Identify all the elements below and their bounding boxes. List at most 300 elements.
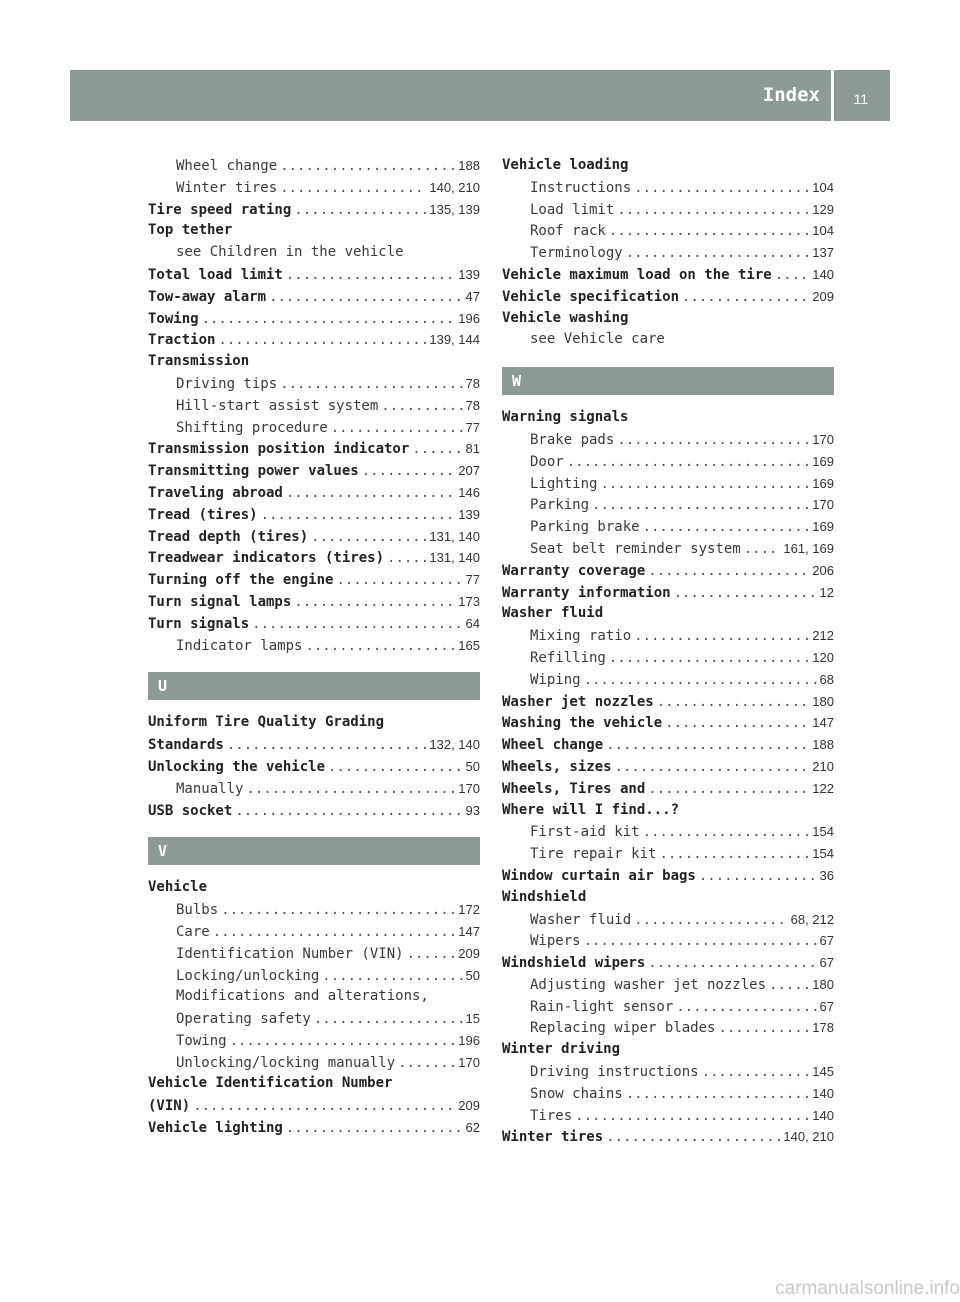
entry-label: Washer fluid bbox=[530, 911, 632, 928]
index-entry bbox=[148, 591, 480, 613]
entry-label: Transmitting power values bbox=[148, 463, 359, 480]
entry-pages: 50 bbox=[465, 758, 480, 774]
dot-leader bbox=[314, 1009, 463, 1031]
entry-label: Replacing wiper blades bbox=[530, 1020, 716, 1037]
watermark: carmanualsonline.info bbox=[775, 1278, 960, 1299]
entry-pages: 207 bbox=[458, 463, 480, 479]
entry-label: First-aid kit bbox=[530, 824, 640, 841]
entry-label: Tow-away alarm bbox=[148, 288, 267, 305]
entry-pages: 140 bbox=[812, 1107, 834, 1123]
entry-pages: 170 bbox=[458, 1054, 480, 1070]
dot-leader bbox=[193, 1096, 455, 1118]
entry-label: Tire speed rating bbox=[148, 201, 292, 218]
dot-leader bbox=[617, 200, 809, 222]
index-entry bbox=[148, 877, 480, 899]
index-subentry bbox=[502, 1105, 834, 1127]
entry-pages: 170 bbox=[812, 431, 834, 447]
entry-pages: 196 bbox=[458, 310, 480, 326]
dot-leader bbox=[609, 648, 809, 670]
index-entry bbox=[502, 155, 834, 177]
dot-leader bbox=[648, 561, 809, 583]
index-entry bbox=[148, 264, 480, 286]
dot-leader bbox=[567, 452, 810, 474]
dot-leader bbox=[280, 374, 462, 396]
index-entry bbox=[502, 800, 834, 822]
entry-pages: 196 bbox=[458, 1032, 480, 1048]
index-subentry bbox=[502, 974, 834, 996]
entry-pages: 78 bbox=[465, 375, 480, 391]
dot-leader bbox=[659, 844, 809, 866]
entry-label: see Children in the vehicle bbox=[176, 244, 404, 261]
entry-label: Indicator lamps bbox=[176, 637, 303, 654]
index-subentry bbox=[502, 909, 834, 931]
entry-pages: 210 bbox=[812, 758, 834, 774]
entry-pages: 172 bbox=[458, 902, 480, 918]
entry-pages: 140 bbox=[812, 266, 834, 282]
dot-leader bbox=[676, 997, 816, 1019]
dot-leader bbox=[674, 583, 817, 605]
entry-pages: 209 bbox=[458, 945, 480, 961]
index-entry bbox=[502, 1126, 834, 1148]
dot-leader bbox=[606, 1127, 780, 1149]
entry-label: Vehicle specification bbox=[502, 288, 680, 305]
index-subentry bbox=[148, 965, 480, 987]
entry-pages: 131, 140 bbox=[429, 550, 480, 566]
dot-leader bbox=[213, 922, 456, 944]
entry-label: Treadwear indicators (tires) bbox=[148, 550, 385, 567]
entry-pages: 64 bbox=[465, 615, 480, 631]
index-subentry bbox=[502, 220, 834, 242]
entry-pages: 145 bbox=[812, 1064, 834, 1080]
entry-label: Vehicle washing bbox=[502, 309, 629, 326]
dot-leader bbox=[702, 1062, 810, 1084]
entry-label: Traveling abroad bbox=[148, 484, 283, 501]
index-subentry bbox=[148, 1052, 480, 1074]
index-entry bbox=[148, 220, 480, 242]
index-subentry bbox=[148, 417, 480, 439]
dot-leader bbox=[592, 495, 809, 517]
entry-label: Turn signal lamps bbox=[148, 593, 292, 610]
entry-pages: 209 bbox=[458, 1098, 480, 1114]
entry-pages: 169 bbox=[812, 453, 834, 469]
index-entry bbox=[148, 438, 480, 460]
entry-label: Warranty information bbox=[502, 584, 671, 601]
entry-label: Washing the vehicle bbox=[502, 715, 663, 732]
dot-leader bbox=[381, 396, 462, 418]
index-subentry bbox=[502, 494, 834, 516]
entry-pages: 129 bbox=[812, 201, 834, 217]
index-subentry bbox=[148, 778, 480, 800]
dot-leader bbox=[682, 287, 809, 309]
entry-pages: 188 bbox=[812, 737, 834, 753]
entry-label: Vehicle loading bbox=[502, 157, 629, 173]
index-subentry bbox=[148, 177, 480, 199]
entry-label: Winter tires bbox=[502, 1129, 604, 1146]
dot-leader bbox=[575, 1106, 809, 1128]
dot-leader bbox=[230, 1031, 456, 1053]
entry-label: Top tether bbox=[148, 222, 233, 239]
index-entry bbox=[148, 286, 480, 308]
dot-leader bbox=[294, 592, 455, 614]
entry-pages: 67 bbox=[819, 998, 834, 1014]
entry-label: Driving instructions bbox=[530, 1064, 699, 1081]
index-entry bbox=[502, 865, 834, 887]
entry-pages: 77 bbox=[465, 419, 480, 435]
dot-leader bbox=[322, 966, 462, 988]
index-subentry bbox=[502, 538, 834, 560]
dot-leader bbox=[600, 474, 809, 496]
index-subentry bbox=[502, 242, 834, 264]
index-subentry bbox=[502, 516, 834, 538]
index-subentry bbox=[502, 1017, 834, 1039]
entry-label: Towing bbox=[176, 1032, 227, 1049]
index-subentry bbox=[148, 899, 480, 921]
index-subentry bbox=[502, 625, 834, 647]
entry-label: Unlocking the vehicle bbox=[148, 758, 326, 775]
entry-pages: 68 bbox=[819, 671, 834, 687]
entry-pages: 173 bbox=[458, 593, 480, 609]
entry-pages: 140 bbox=[812, 1085, 834, 1101]
entry-label: Operating safety bbox=[176, 1011, 311, 1028]
index-entry bbox=[502, 756, 834, 778]
entry-pages: 81 bbox=[465, 441, 480, 457]
index-entry bbox=[502, 603, 834, 625]
entry-pages: 206 bbox=[812, 562, 834, 578]
entry-pages: 169 bbox=[812, 475, 834, 491]
entry-label: Bulbs bbox=[176, 902, 219, 919]
entry-label: Washer fluid bbox=[502, 605, 604, 622]
index-subentry bbox=[502, 451, 834, 473]
entry-pages: 131, 140 bbox=[429, 528, 480, 544]
index-subentry bbox=[502, 821, 834, 843]
dot-leader bbox=[617, 430, 809, 452]
dot-leader bbox=[665, 713, 809, 735]
entry-pages: 188 bbox=[458, 158, 480, 173]
entry-label: Wheels, sizes bbox=[502, 758, 612, 775]
index-column-right bbox=[502, 155, 834, 1148]
entry-label: Tires bbox=[530, 1107, 573, 1124]
entry-pages: 165 bbox=[458, 637, 480, 653]
dot-leader bbox=[305, 636, 455, 658]
entry-label: Vehicle Identification Number bbox=[148, 1075, 393, 1092]
index-subentry bbox=[148, 373, 480, 395]
entry-label: Seat belt reminder system bbox=[530, 540, 741, 557]
index-entry bbox=[148, 569, 480, 591]
dot-leader bbox=[657, 692, 810, 714]
entry-label: Winter tires bbox=[176, 179, 278, 196]
dot-leader bbox=[648, 953, 816, 975]
dot-leader bbox=[328, 757, 463, 779]
dot-leader bbox=[584, 931, 817, 953]
entry-pages: 180 bbox=[812, 976, 834, 992]
index-entry bbox=[502, 1039, 834, 1061]
index-subentry bbox=[502, 843, 834, 865]
dot-leader bbox=[235, 801, 462, 823]
entry-pages: 93 bbox=[465, 802, 480, 818]
entry-label: Towing bbox=[148, 310, 199, 327]
entry-pages: 146 bbox=[458, 484, 480, 500]
dot-leader bbox=[286, 483, 455, 505]
entry-pages: 139, 144 bbox=[429, 332, 480, 348]
index-subentry bbox=[502, 199, 834, 221]
index-entry bbox=[502, 308, 834, 330]
index-subentry bbox=[148, 242, 480, 264]
entry-label: Traction bbox=[148, 332, 216, 349]
index-entry bbox=[502, 560, 834, 582]
index-entry bbox=[502, 734, 834, 756]
entry-label: Windshield bbox=[502, 888, 587, 905]
entry-label: Parking bbox=[530, 497, 590, 514]
entry-pages: 78 bbox=[465, 397, 480, 413]
index-entry bbox=[148, 547, 480, 569]
index-subentry bbox=[502, 1083, 834, 1105]
entry-label: Warranty coverage bbox=[502, 562, 646, 579]
entry-pages: 140, 210 bbox=[429, 179, 480, 195]
index-entry bbox=[148, 482, 480, 504]
index-subentry bbox=[502, 930, 834, 952]
dot-leader bbox=[718, 1018, 809, 1040]
dot-leader bbox=[362, 461, 456, 483]
entry-label: Standards bbox=[148, 737, 224, 754]
entry-label: Care bbox=[176, 923, 210, 940]
entry-label: Door bbox=[530, 453, 564, 470]
entry-pages: 104 bbox=[812, 223, 834, 239]
index-subentry bbox=[148, 943, 480, 965]
entry-label: Modifications and alterations, bbox=[176, 988, 429, 1005]
entry-label: Total load limit bbox=[148, 266, 283, 283]
entry-pages: 178 bbox=[812, 1020, 834, 1036]
section-letter: U bbox=[148, 672, 480, 700]
entry-label: Transmission bbox=[148, 353, 250, 370]
entry-label: Vehicle maximum load on the tire bbox=[502, 266, 772, 283]
entry-pages: 137 bbox=[812, 245, 834, 261]
entry-label: Vehicle bbox=[148, 879, 208, 896]
entry-pages: 147 bbox=[458, 923, 480, 939]
dot-leader bbox=[775, 265, 810, 287]
entry-label: Brake pads bbox=[530, 431, 615, 448]
entry-pages: 212 bbox=[812, 628, 834, 644]
dot-leader bbox=[626, 243, 810, 265]
entry-label: Shifting procedure bbox=[176, 419, 328, 436]
dot-leader bbox=[252, 614, 462, 636]
entry-label: Wiping bbox=[530, 671, 581, 688]
entry-label: USB socket bbox=[148, 802, 233, 819]
entry-pages: 139 bbox=[458, 506, 480, 522]
dot-leader bbox=[218, 330, 426, 352]
index-subentry bbox=[148, 395, 480, 417]
index-entry bbox=[148, 460, 480, 482]
entry-pages: 122 bbox=[812, 780, 834, 796]
dot-leader bbox=[294, 200, 426, 222]
dot-leader bbox=[227, 735, 427, 757]
index-entry bbox=[148, 199, 480, 221]
entry-label: Snow chains bbox=[530, 1085, 623, 1102]
entry-label: Rain-light sensor bbox=[530, 998, 674, 1015]
dot-leader bbox=[202, 309, 456, 331]
index-entry bbox=[148, 800, 480, 822]
dot-leader bbox=[615, 757, 810, 779]
entry-label: Locking/unlocking bbox=[176, 967, 320, 984]
dot-leader bbox=[609, 221, 809, 243]
entry-label: Instructions bbox=[530, 179, 632, 196]
index-entry bbox=[148, 712, 480, 734]
index-subentry bbox=[502, 177, 834, 199]
index-entry bbox=[148, 1095, 480, 1117]
dot-leader bbox=[246, 779, 455, 801]
index-entry bbox=[502, 778, 834, 800]
dot-leader bbox=[331, 418, 463, 440]
index-subentry bbox=[502, 996, 834, 1018]
entry-pages: 120 bbox=[812, 649, 834, 665]
index-entry bbox=[502, 286, 834, 308]
index-entry bbox=[502, 582, 834, 604]
index-entry bbox=[148, 1117, 480, 1139]
entry-label: Parking brake bbox=[530, 519, 640, 536]
entry-pages: 12 bbox=[819, 584, 834, 600]
entry-pages: 170 bbox=[812, 497, 834, 513]
dot-leader bbox=[269, 287, 463, 309]
entry-label: Washer jet nozzles bbox=[502, 693, 654, 710]
dot-leader bbox=[648, 779, 809, 801]
entry-pages: 47 bbox=[465, 288, 480, 304]
entry-label: Window curtain air bags bbox=[502, 867, 696, 884]
entry-label: Unlocking/locking manually bbox=[176, 1054, 396, 1071]
index-subentry bbox=[502, 669, 834, 691]
entry-label: Adjusting washer jet nozzles bbox=[530, 976, 767, 993]
entry-pages: 180 bbox=[812, 693, 834, 709]
entry-pages: 154 bbox=[812, 824, 834, 840]
index-entry bbox=[148, 756, 480, 778]
entry-pages: 154 bbox=[812, 846, 834, 862]
index-entry bbox=[148, 613, 480, 635]
entry-label: (VIN) bbox=[148, 1098, 191, 1115]
section-letter: V bbox=[148, 837, 480, 865]
dot-leader bbox=[634, 910, 787, 932]
entry-pages: 67 bbox=[819, 955, 834, 971]
entry-pages: 209 bbox=[812, 288, 834, 304]
index-entry bbox=[148, 329, 480, 351]
dot-leader bbox=[634, 626, 809, 648]
entry-pages: 170 bbox=[458, 780, 480, 796]
entry-label: Warning signals bbox=[502, 409, 629, 426]
index-subentry bbox=[502, 473, 834, 495]
index-entry bbox=[148, 1073, 480, 1095]
index-column-left bbox=[148, 155, 480, 1139]
index-subentry bbox=[502, 1061, 834, 1083]
entry-label: Windshield wipers bbox=[502, 955, 646, 972]
index-entry bbox=[148, 308, 480, 330]
index-subentry bbox=[148, 986, 480, 1008]
entry-label: Wheel change bbox=[502, 737, 604, 754]
entry-label: Turning off the engine bbox=[148, 572, 334, 589]
entry-label: Wheels, Tires and bbox=[502, 780, 646, 797]
dot-leader bbox=[336, 570, 462, 592]
entry-label: Load limit bbox=[530, 201, 615, 218]
dot-leader bbox=[634, 178, 809, 200]
entry-label: Mixing ratio bbox=[530, 628, 632, 645]
entry-pages: 104 bbox=[812, 179, 834, 195]
dot-leader bbox=[407, 944, 456, 966]
index-entry bbox=[502, 952, 834, 974]
entry-pages: 161, 169 bbox=[783, 540, 834, 556]
page-header bbox=[70, 70, 890, 121]
index-entry bbox=[148, 734, 480, 756]
dot-leader bbox=[286, 265, 455, 287]
entry-label: Refilling bbox=[530, 649, 606, 666]
entry-pages: 67 bbox=[819, 933, 834, 949]
entry-label: Winter driving bbox=[502, 1041, 621, 1058]
entry-pages: 15 bbox=[465, 1011, 480, 1027]
dot-leader bbox=[769, 975, 809, 997]
dot-leader bbox=[261, 505, 456, 527]
dot-leader bbox=[387, 548, 426, 570]
entry-pages: 62 bbox=[465, 1120, 480, 1136]
entry-pages: 50 bbox=[465, 967, 480, 983]
section-title: Index bbox=[762, 84, 820, 106]
dot-leader bbox=[606, 735, 809, 757]
index-subentry bbox=[502, 647, 834, 669]
entry-label: Identification Number (VIN) bbox=[176, 945, 404, 962]
entry-label: Vehicle lighting bbox=[148, 1120, 283, 1137]
index-subentry bbox=[148, 155, 480, 177]
index-subentry bbox=[148, 921, 480, 943]
entry-label: Roof rack bbox=[530, 223, 606, 240]
entry-pages: 68, 212 bbox=[790, 911, 834, 927]
page-number: 11 bbox=[853, 91, 868, 107]
header-divider bbox=[831, 70, 834, 121]
entry-pages: 139 bbox=[458, 266, 480, 282]
entry-pages: 132, 140 bbox=[429, 737, 480, 753]
section-letter: W bbox=[502, 367, 834, 395]
entry-label: Tire repair kit bbox=[530, 846, 657, 863]
entry-label: Turn signals bbox=[148, 615, 250, 632]
index-entry bbox=[502, 887, 834, 909]
dot-leader bbox=[398, 1053, 455, 1075]
entry-label: Lighting bbox=[530, 475, 598, 492]
dot-leader bbox=[412, 439, 462, 461]
index-entry bbox=[502, 264, 834, 286]
entry-label: Tread (tires) bbox=[148, 506, 258, 523]
entry-label: Manually bbox=[176, 780, 244, 797]
entry-label: Wheel change bbox=[176, 158, 278, 174]
dot-leader bbox=[643, 517, 810, 539]
entry-label: Tread depth (tires) bbox=[148, 528, 309, 545]
entry-label: Uniform Tire Quality Grading bbox=[148, 714, 385, 731]
index-entry bbox=[502, 407, 834, 429]
dot-leader bbox=[643, 822, 810, 844]
entry-pages: 36 bbox=[819, 867, 834, 883]
index-entry bbox=[148, 526, 480, 548]
entry-pages: 135, 139 bbox=[429, 201, 480, 217]
dot-leader bbox=[280, 178, 426, 200]
index-entry bbox=[148, 504, 480, 526]
index-subentry bbox=[502, 329, 834, 351]
entry-pages: 147 bbox=[812, 715, 834, 731]
dot-leader bbox=[286, 1118, 463, 1140]
index-entry bbox=[148, 351, 480, 373]
dot-leader bbox=[221, 900, 455, 922]
index-entry bbox=[502, 712, 834, 734]
entry-pages: 140, 210 bbox=[783, 1129, 834, 1145]
entry-label: Hill-start assist system bbox=[176, 397, 379, 414]
entry-label: Transmission position indicator bbox=[148, 441, 410, 458]
index-subentry bbox=[148, 635, 480, 657]
entry-pages: 169 bbox=[812, 519, 834, 535]
dot-leader bbox=[280, 156, 455, 178]
entry-label: Wipers bbox=[530, 933, 581, 950]
index-subentry bbox=[148, 1008, 480, 1030]
dot-leader bbox=[699, 866, 817, 888]
